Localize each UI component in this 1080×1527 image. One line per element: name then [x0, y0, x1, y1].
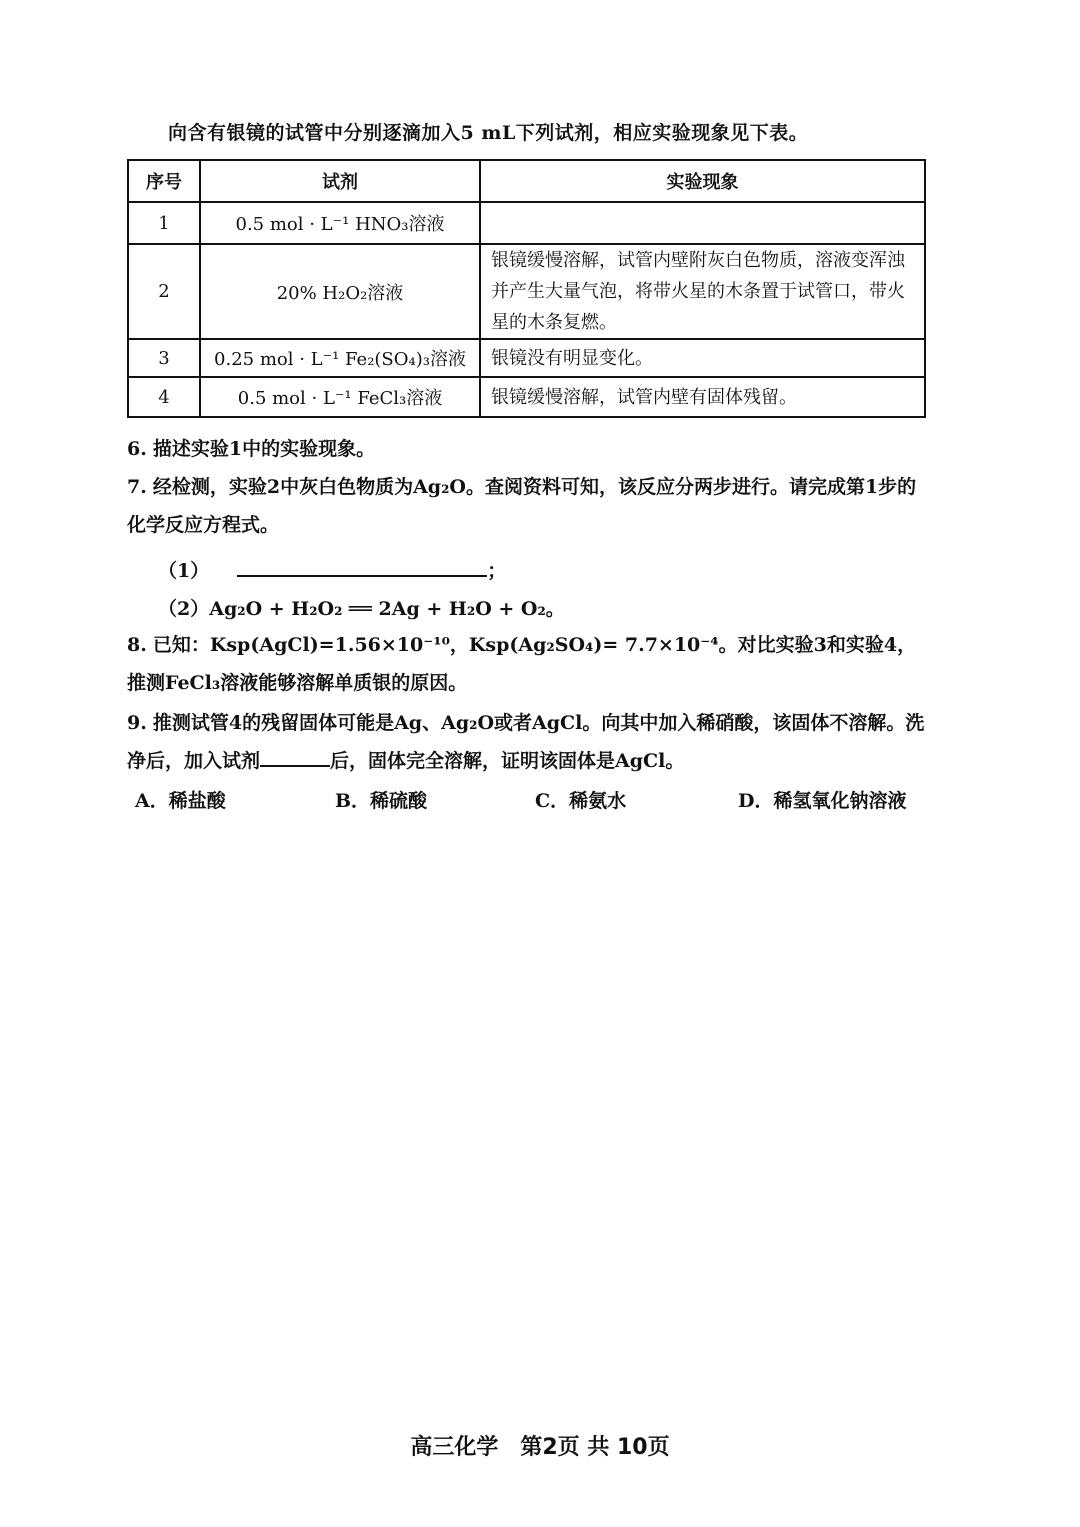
- row-observation: 银镜没有明显变化。: [480, 339, 925, 377]
- question-9: [127, 704, 927, 780]
- row-index: 3: [128, 339, 200, 377]
- table-header-row: [128, 160, 925, 202]
- table-row: [128, 339, 925, 377]
- row-reagent: 0.5 mol · L⁻¹ HNO₃溶液: [200, 202, 480, 244]
- experiment-table: [127, 159, 926, 418]
- intro-text: 向含有银镜的试管中分别逐滴加入5 mL下列试剂，相应实验现象见下表。: [168, 122, 809, 144]
- question-text: 经检测，实验2中灰白色物质为Ag₂O。查阅资料可知，该反应分两步进行。请完成第1步的化学反应方程式。: [127, 476, 917, 536]
- option-b: B．稀硫酸: [335, 790, 428, 812]
- page-footer: 高三化学 第2页 共 10页: [410, 1435, 670, 1460]
- table-row: [128, 244, 925, 339]
- question-8: [127, 626, 927, 702]
- answer-blank[interactable]: [237, 555, 487, 577]
- question-text: 已知：Ksp(AgCl)=1.56×10⁻¹⁰，Ksp(Ag₂SO₄)= 7.7×10⁻⁴。对比实验3和实验4，推测FeCl₃溶液能够溶解单质银的原因。: [127, 634, 917, 694]
- question-text-before: 推测试管4的残留固体可能是Ag、Ag₂O或者AgCl。向其中加入稀硝酸，该固体不溶解。洗净后，加入试剂: [127, 712, 925, 772]
- step1-label: （1）: [158, 560, 210, 582]
- table-row: [128, 377, 925, 417]
- table-row: [128, 202, 925, 244]
- option-a: A．稀盐酸: [135, 790, 226, 812]
- row-index: 2: [128, 244, 200, 339]
- header-index: 序号: [128, 160, 200, 202]
- row-reagent: 0.5 mol · L⁻¹ FeCl₃溶液: [200, 377, 480, 417]
- step1-end: ；: [487, 560, 507, 582]
- question-number: 8.: [127, 634, 147, 656]
- row-observation: 银镜缓慢溶解，试管内壁附灰白色物质，溶液变浑浊并产生大量气泡，将带火星的木条置于试管口，带火星的木条复燃。: [480, 244, 925, 339]
- question-6: [127, 430, 927, 468]
- row-index: 1: [128, 202, 200, 244]
- question-number: 9.: [127, 712, 147, 734]
- option-c: C．稀氨水: [535, 790, 627, 812]
- q7-step2: [158, 594, 565, 621]
- question-7: [127, 468, 927, 544]
- header-reagent: 试剂: [200, 160, 480, 202]
- q7-step1: [158, 555, 506, 583]
- row-reagent: 0.25 mol · L⁻¹ Fe₂(SO₄)₃溶液: [200, 339, 480, 377]
- question-number: 6.: [127, 438, 147, 460]
- row-index: 4: [128, 377, 200, 417]
- row-reagent: 20% H₂O₂溶液: [200, 244, 480, 339]
- header-observation: 实验现象: [480, 160, 925, 202]
- step2-label: （2）: [158, 598, 210, 620]
- step2-equation: Ag₂O + H₂O₂ ══ 2Ag + H₂O + O₂。: [209, 598, 565, 620]
- question-number: 7.: [127, 476, 147, 498]
- row-observation: [480, 202, 925, 244]
- option-d: D．稀氢氧化钠溶液: [738, 790, 907, 812]
- answer-blank[interactable]: [260, 747, 330, 767]
- question-text-after: 后，固体完全溶解，证明该固体是AgCl。: [330, 750, 685, 772]
- question-text: 描述实验1中的实验现象。: [152, 438, 376, 460]
- row-observation: 银镜缓慢溶解，试管内壁有固体残留。: [480, 377, 925, 417]
